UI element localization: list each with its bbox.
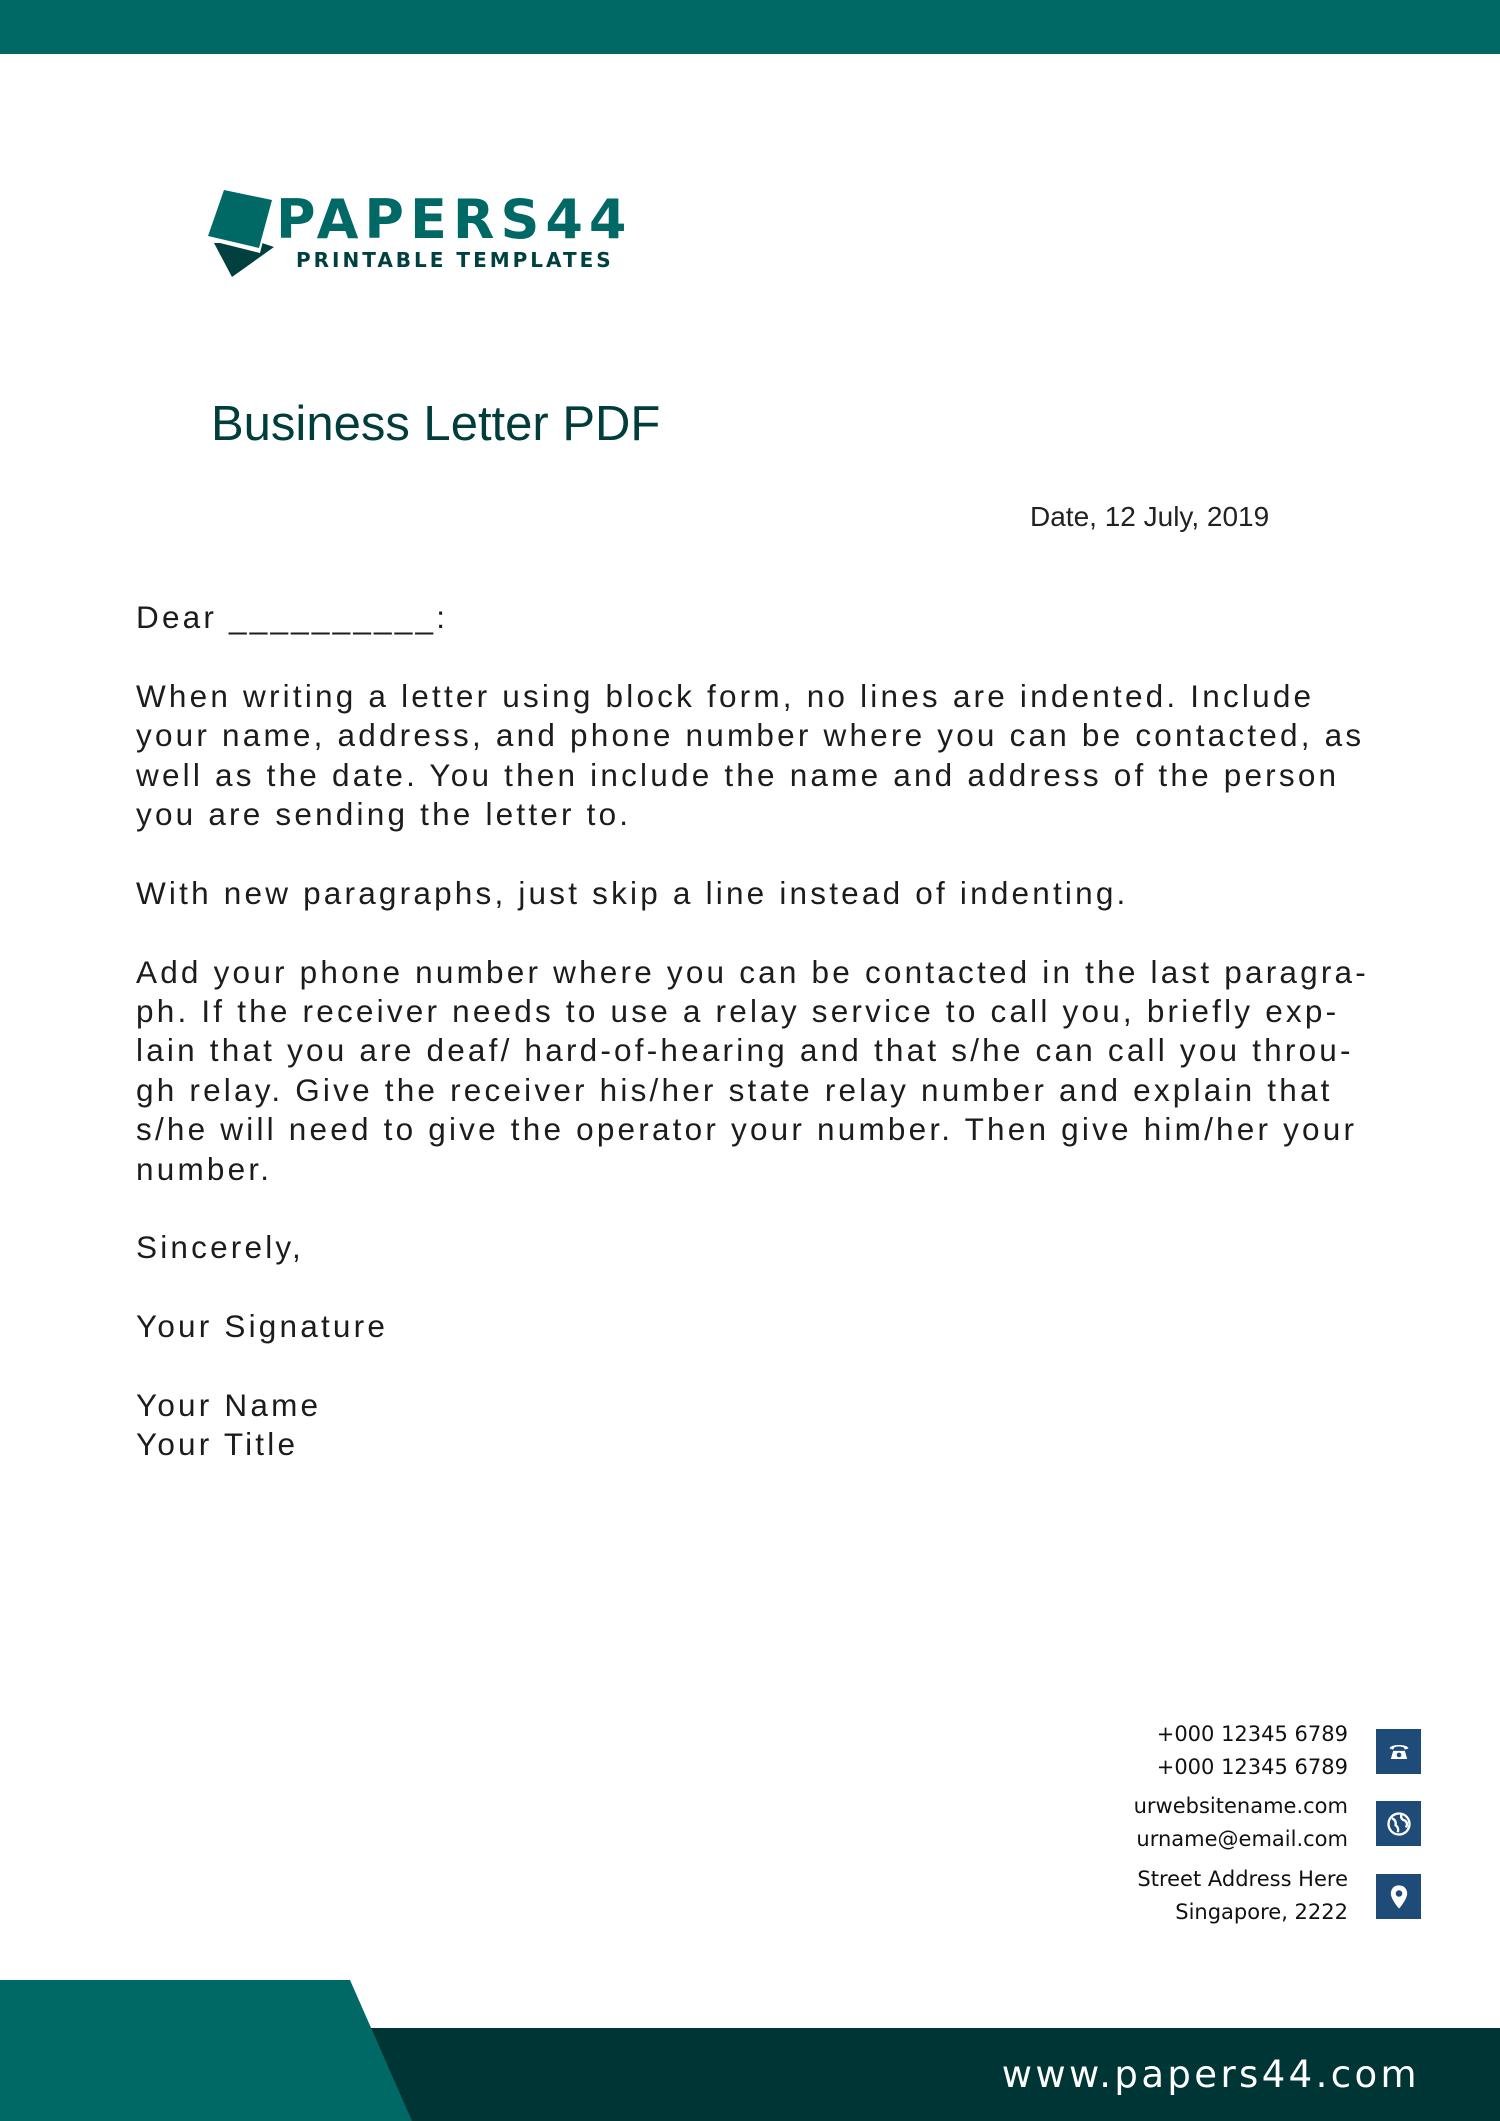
globe-icon-glyph xyxy=(1385,1810,1413,1838)
location-pin-icon xyxy=(1376,1874,1421,1919)
signature: Your Signature xyxy=(136,1308,389,1345)
postal-address xyxy=(1137,1863,1348,1929)
paragraph-line: your name, address, and phone number where you can be contacted, as xyxy=(136,717,1365,754)
footer-accent-shape xyxy=(0,1980,420,2121)
sender-name: Your Name xyxy=(136,1387,322,1424)
paragraph-2: With new paragraphs, just skip a line instead of indenting. xyxy=(136,874,1129,911)
paragraph-line: you are sending the letter to. xyxy=(136,796,632,833)
email-link[interactable]: urname@email.com xyxy=(1136,1827,1348,1851)
phone-icon-glyph xyxy=(1385,1738,1413,1766)
brand-logo xyxy=(204,187,633,287)
website-link[interactable]: urwebsitename.com xyxy=(1133,1794,1348,1818)
letter-body xyxy=(136,598,1426,1504)
phone-icon xyxy=(1376,1729,1421,1774)
sender-title: Your Title xyxy=(136,1426,299,1463)
location-pin-glyph xyxy=(1385,1883,1413,1911)
paragraph-line: When writing a letter using block form, no lines are indented. Include xyxy=(136,677,1315,714)
brand-tagline: PRINTABLE TEMPLATES xyxy=(296,248,614,272)
paragraph-line: well as the date. You then include the name and address of the person xyxy=(136,756,1340,793)
paragraph-1 xyxy=(136,677,1426,835)
paragraph-3 xyxy=(136,953,1426,1189)
phone-numbers xyxy=(1157,1718,1348,1784)
web-contacts xyxy=(1134,1790,1348,1856)
closing: Sincerely, xyxy=(136,1229,304,1266)
paragraph-line: Add your phone number where you can be contacted in the last paragra- xyxy=(136,953,1369,990)
salutation: Dear __________: xyxy=(136,599,449,635)
top-header-bar xyxy=(0,0,1500,54)
sender-block xyxy=(136,1386,1426,1465)
stacked-papers-icon xyxy=(204,187,274,281)
letter-date: Date, 12 July, 2019 xyxy=(1030,501,1270,532)
paragraph-line: gh relay. Give the receiver his/her state relay number and explain that xyxy=(136,1071,1333,1108)
brand-name: PAPERS44 xyxy=(276,188,633,251)
paragraph-line: s/he will need to give the operator your number. Then give him/her your xyxy=(136,1111,1358,1148)
city-postcode: Singapore, 2222 xyxy=(1175,1900,1348,1924)
globe-icon xyxy=(1376,1801,1421,1846)
footer-website[interactable]: www.papers44.com xyxy=(1001,2053,1420,2096)
document-title: Business Letter PDF xyxy=(211,397,661,451)
phone-number: +000 12345 6789 xyxy=(1156,1755,1348,1779)
phone-number: +000 12345 6789 xyxy=(1156,1722,1348,1746)
paragraph-line: ph. If the receiver needs to use a relay service to call you, briefly exp- xyxy=(136,993,1340,1030)
paragraph-line: number. xyxy=(136,1150,273,1187)
paragraph-line: lain that you are deaf/ hard-of-hearing and that s/he can call you throu- xyxy=(136,1032,1354,1069)
street-address: Street Address Here xyxy=(1137,1867,1348,1891)
